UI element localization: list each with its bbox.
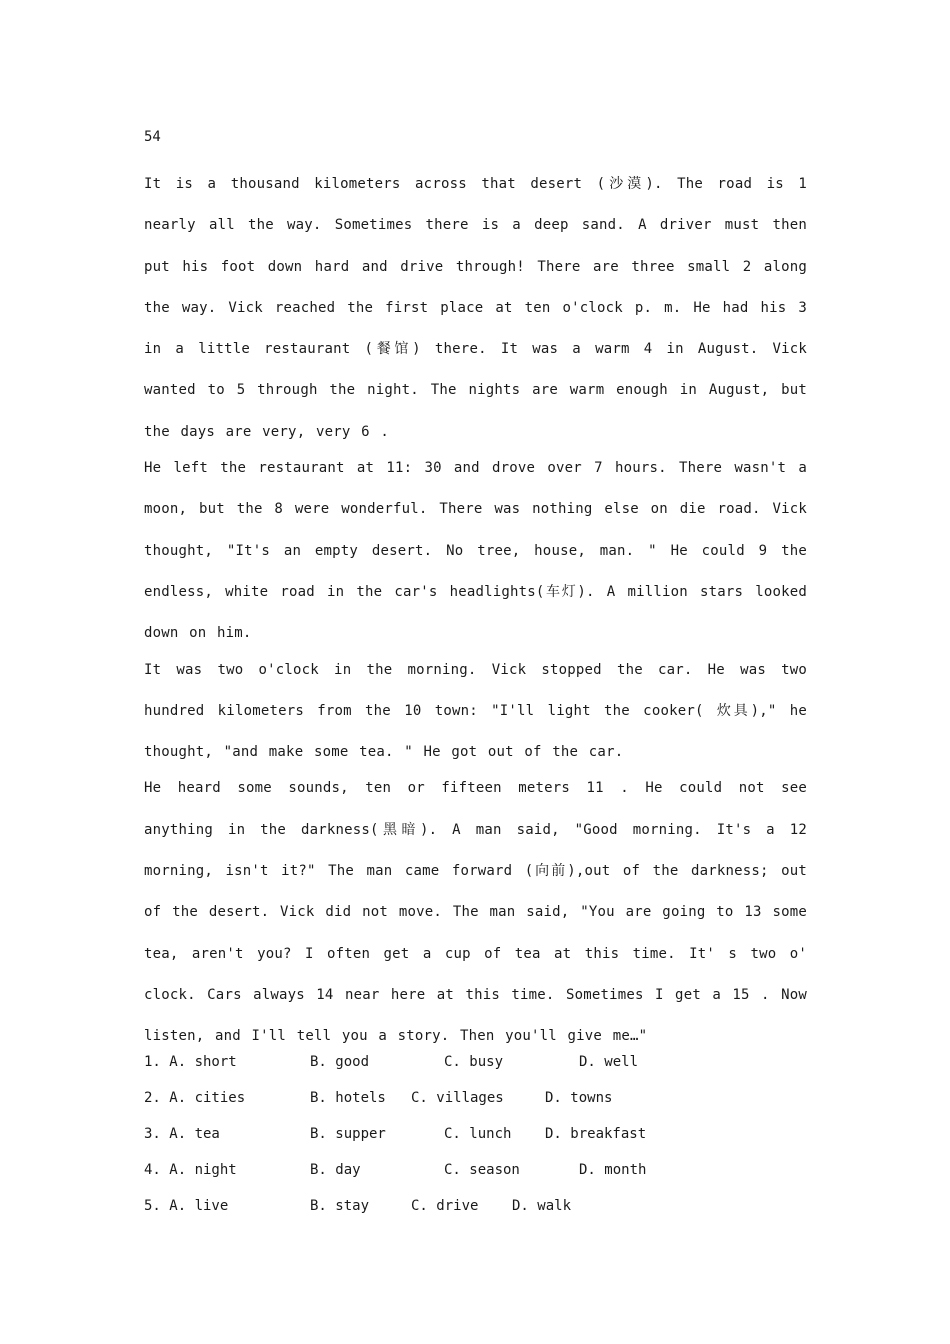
option-row-2 [144, 1089, 807, 1125]
option-d: D. breakfast [545, 1125, 647, 1142]
option-a: 4. A. night [144, 1161, 237, 1178]
passage-paragraph-4: He heard some sounds, ten or fifteen meters 11 . He could not see anything in the darkness(黑暗). A man said, "Good morning. It's a 12 morning, isn't it?" The man came forward (向前),out of the darkness; out of the desert. Vick did not move. The man said, "You are going to 13 some tea, aren't you? I often get a cup of tea at this time. It' s two o' clock. Cars always 14 near here at this time. Sometimes I get a 15 . Now listen, and I'll tell you a story. Then you'll give me…" [144, 780, 807, 1045]
option-row-3 [144, 1125, 807, 1161]
option-a: 5. A. live [144, 1197, 229, 1214]
option-c: C. lunch [444, 1125, 512, 1142]
option-b: B. supper [310, 1125, 386, 1142]
passage-paragraph-3: It was two o'clock in the morning. Vick stopped the car. He was two hundred kilometers from the 10 town: "I'll light the cooker( 炊具)," he thought, "and make some tea. " He got out of the car. [144, 661, 807, 761]
option-b: B. good [310, 1053, 370, 1070]
option-a: 2. A. cities [144, 1089, 246, 1106]
option-a: 1. A. short [144, 1053, 237, 1070]
option-row-4 [144, 1161, 807, 1197]
option-row-5 [144, 1197, 807, 1233]
passage-paragraph-2: He left the restaurant at 11: 30 and drove over 7 hours. There wasn't a moon, but the 8 were wonderful. There was nothing else on die road. Vick thought, "It's an empty desert. No tree, house, man. " He could 9 the endless, white road in the car's headlights(车灯). A million stars looked down on him. [144, 460, 807, 642]
answer-options [144, 1053, 807, 1233]
option-d: D. towns [545, 1089, 613, 1106]
option-c: C. season [444, 1161, 520, 1178]
passage-paragraph-1: It is a thousand kilometers across that desert (沙漠). The road is 1 nearly all the way. Sometimes there is a deep sand. A driver must then put his foot down hard and drive through! There are three small 2 along the way. Vick reached the first place at ten o'clock p. m. He had his 3 in a little restaurant (餐馆) there. It was a warm 4 in August. Vick wanted to 5 through the night. The nights are warm enough in August, but the days are very, very 6 . [144, 176, 807, 440]
option-a: 3. A. tea [144, 1125, 220, 1142]
option-c: C. drive [411, 1197, 479, 1214]
option-d: D. well [579, 1053, 639, 1070]
option-c: C. busy [444, 1053, 504, 1070]
question-number: 54 [144, 129, 161, 145]
option-b: B. day [310, 1161, 361, 1178]
option-row-1 [144, 1053, 807, 1089]
document-page [144, 128, 807, 1233]
option-b: B. hotels [310, 1089, 386, 1106]
option-d: D. month [579, 1161, 647, 1178]
option-b: B. stay [310, 1197, 370, 1214]
option-d: D. walk [512, 1197, 572, 1214]
option-c: C. villages [411, 1089, 504, 1106]
